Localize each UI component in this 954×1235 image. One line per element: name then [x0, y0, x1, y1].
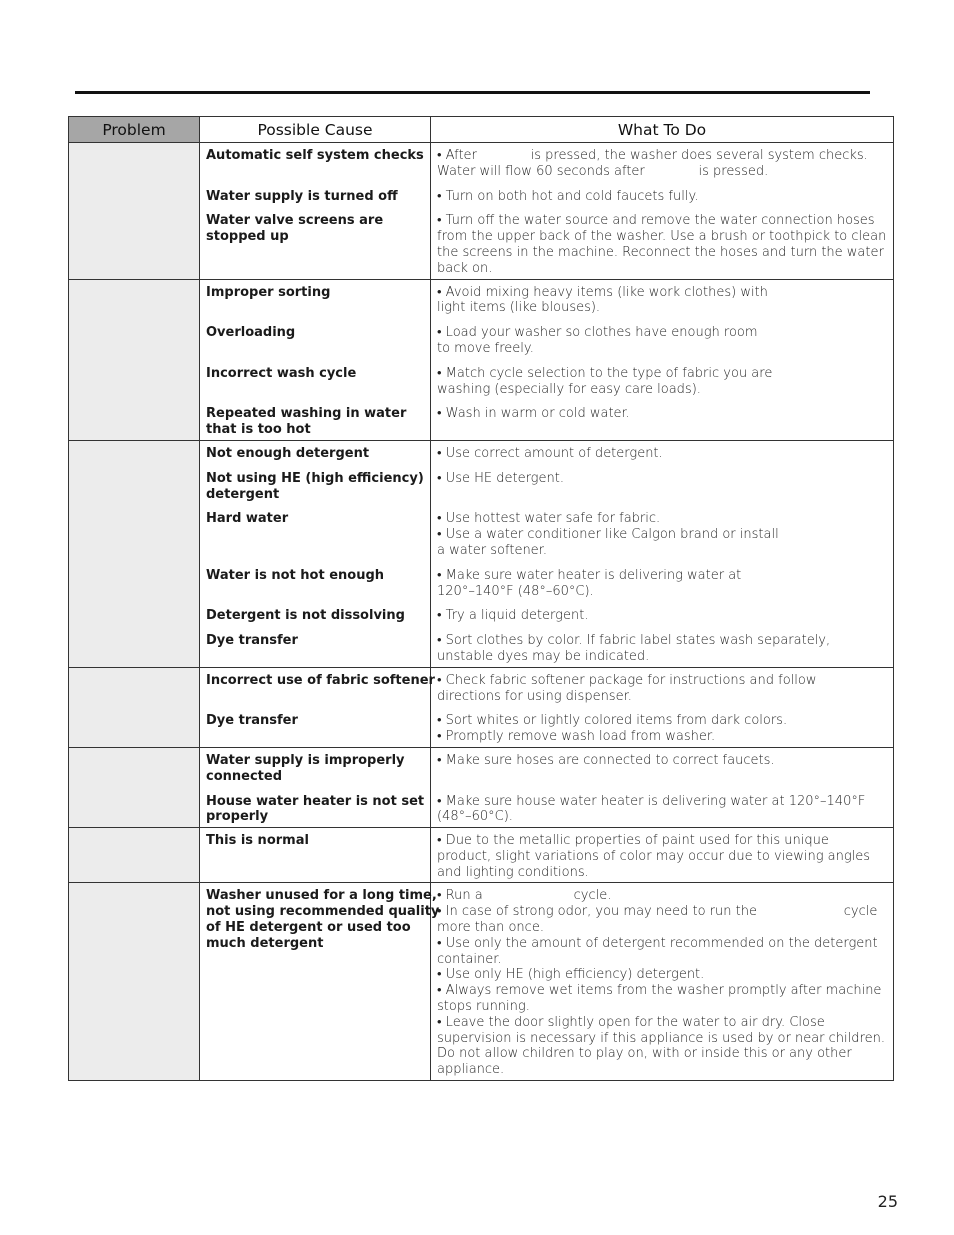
- todo-line: container.: [437, 951, 502, 967]
- todo-line: • Make sure hoses are connected to correct faucets.: [437, 752, 775, 768]
- cause-line: [206, 689, 425, 705]
- cause-line: [206, 300, 425, 316]
- cause-line: [206, 527, 425, 543]
- todo-line: [437, 422, 888, 438]
- cause-cell: [200, 440, 431, 667]
- table-row: [69, 440, 894, 667]
- todo-line: to move freely.: [437, 340, 534, 356]
- todo-line: stops running.: [437, 999, 530, 1015]
- possible-cause: [206, 189, 425, 205]
- page-number: 25: [877, 1192, 898, 1211]
- cause-line: [206, 543, 425, 559]
- todo-line: • Sort clothes by color. If fabric label states wash separately,: [437, 633, 831, 649]
- cause-line: [206, 261, 425, 277]
- problem-cell: [69, 279, 200, 440]
- todo-line: product, slight variations of color may occur due to viewing angles: [437, 848, 871, 864]
- problem-cell: [69, 667, 200, 747]
- what-to-do: [437, 608, 888, 624]
- troubleshooting-table: [68, 116, 894, 1081]
- table-row: [69, 828, 894, 883]
- todo-line: • Match cycle selection to the type of fabric you are: [437, 365, 773, 381]
- what-to-do-cell: [431, 143, 894, 280]
- cause-line: Repeated washing in water: [206, 406, 407, 422]
- what-to-do-cell: [431, 883, 894, 1081]
- what-to-do: [437, 568, 888, 600]
- what-to-do: [437, 888, 888, 1078]
- todo-line: • Use HE detergent.: [437, 470, 564, 486]
- header-problem: Problem: [69, 117, 200, 143]
- table-row: [69, 747, 894, 827]
- todo-line: • Due to the metallic properties of paint used for this unique: [437, 833, 829, 849]
- possible-cause: [206, 325, 425, 357]
- cause-line: Not using HE (high efficiency): [206, 470, 424, 486]
- cause-cell: [200, 883, 440, 1081]
- what-to-do-cell: [431, 440, 894, 667]
- todo-line: • Load your washer so clothes have enough room: [437, 325, 758, 341]
- cause-line: Water supply is turned off: [206, 188, 398, 204]
- todo-line: • After is pressed, the washer does several system checks.: [437, 148, 868, 163]
- possible-cause: [206, 471, 425, 503]
- what-to-do: [437, 148, 888, 180]
- cause-line: Improper sorting: [206, 284, 331, 300]
- what-to-do-cell: [431, 279, 894, 440]
- cause-line: connected: [206, 768, 283, 784]
- todo-line: more than once.: [437, 920, 544, 936]
- todo-line: • Use correct amount of detergent.: [437, 445, 663, 461]
- problem-cell: [69, 143, 200, 280]
- cause-line: [206, 865, 425, 881]
- cause-line: Dye transfer: [206, 633, 298, 649]
- cause-line: Overloading: [206, 325, 296, 341]
- possible-cause: [206, 753, 425, 785]
- what-to-do: [437, 713, 888, 745]
- possible-cause: [206, 148, 425, 180]
- cause-line: not using recommended quality: [206, 904, 440, 920]
- table-row: [69, 883, 894, 1081]
- cause-line: that is too hot: [206, 422, 311, 438]
- cause-line: House water heater is not set: [206, 793, 425, 809]
- problem-cell: [69, 747, 200, 827]
- todo-line: • Use only the amount of detergent recommended on the detergent: [437, 935, 878, 951]
- cause-line: [206, 341, 425, 357]
- what-to-do: [437, 633, 888, 665]
- what-to-do: [437, 189, 888, 205]
- what-to-do-cell: [431, 828, 894, 883]
- todo-line: appliance.: [437, 1062, 505, 1078]
- what-to-do-cell: [431, 667, 894, 747]
- cause-line: [206, 382, 425, 398]
- todo-line: [437, 769, 888, 785]
- cause-line: detergent: [206, 486, 280, 502]
- todo-line: • Avoid mixing heavy items (like work clothes) with: [437, 284, 768, 300]
- what-to-do: [437, 471, 888, 503]
- what-to-do: [437, 794, 888, 826]
- possible-cause: [206, 794, 425, 826]
- table-row: [69, 279, 894, 440]
- problem-cell: [69, 440, 200, 667]
- cause-line: Automatic self system checks: [206, 148, 424, 163]
- todo-line: • Check fabric softener package for instructions and follow: [437, 672, 817, 688]
- cause-line: much detergent: [206, 935, 324, 951]
- todo-line: washing (especially for easy care loads).: [437, 381, 701, 397]
- cause-line: [206, 1046, 425, 1062]
- todo-line: • Leave the door slightly open for the water to air dry. Close: [437, 1014, 825, 1030]
- header-what-to-do: What To Do: [431, 117, 894, 143]
- todo-line: • Try a liquid detergent.: [437, 608, 589, 624]
- cause-line: [206, 649, 425, 665]
- possible-cause: [206, 366, 425, 398]
- cause-cell: [200, 828, 431, 883]
- cause-line: [206, 729, 425, 745]
- cause-line: [206, 1031, 425, 1047]
- what-to-do: [437, 511, 888, 558]
- cause-line: [206, 164, 425, 180]
- cause-line: Water valve screens are: [206, 213, 384, 229]
- what-to-do: [437, 446, 888, 462]
- what-to-do: [437, 325, 888, 357]
- cause-line: [206, 999, 425, 1015]
- what-to-do: [437, 753, 888, 785]
- cause-line: Hard water: [206, 511, 289, 527]
- table-row: [69, 143, 894, 280]
- todo-line: 120°–140°F (48°–60°C).: [437, 583, 594, 599]
- cause-line: Detergent is not dissolving: [206, 608, 405, 624]
- cause-line: [206, 245, 425, 261]
- cause-line: stopped up: [206, 229, 289, 245]
- cause-line: [206, 1015, 425, 1031]
- possible-cause: [206, 833, 425, 880]
- possible-cause: [206, 406, 425, 438]
- cause-line: [206, 849, 425, 865]
- todo-line: and lighting conditions.: [437, 864, 589, 880]
- todo-line: • Make sure house water heater is delivering water at 120°–140°F: [437, 793, 866, 809]
- cause-line: Washer unused for a long time,: [206, 888, 437, 904]
- todo-line: • Use hottest water safe for fabric.: [437, 511, 661, 527]
- possible-cause: [206, 446, 425, 462]
- todo-line: • Promptly remove wash load from washer.: [437, 729, 716, 745]
- cause-line: Incorrect use of fabric softener: [206, 672, 435, 688]
- todo-line: • Use only HE (high efficiency) detergent.: [437, 967, 705, 983]
- cause-line: [206, 1062, 425, 1078]
- what-to-do: [437, 366, 888, 398]
- todo-line: from the upper back of the washer. Use a brush or toothpick to clean: [437, 229, 887, 245]
- cause-cell: [200, 143, 431, 280]
- what-to-do: [437, 213, 888, 276]
- possible-cause: [206, 672, 435, 705]
- todo-line: • Turn on both hot and cold faucets fully.: [437, 188, 699, 204]
- possible-cause: [206, 888, 440, 1078]
- what-to-do: [437, 285, 888, 317]
- table-row: [69, 667, 894, 747]
- cause-line: [206, 983, 425, 999]
- problem-cell: [69, 828, 200, 883]
- what-to-do: [437, 833, 888, 880]
- todo-line: the screens in the machine. Reconnect the hoses and turn the water: [437, 244, 884, 260]
- todo-line: • Wash in warm or cold water.: [437, 406, 630, 422]
- todo-line: directions for using dispenser.: [437, 688, 632, 704]
- todo-line: • In case of strong odor, you may need to run the cycle: [437, 904, 878, 920]
- todo-line: back on.: [437, 260, 493, 276]
- table-header-row: [69, 117, 894, 143]
- todo-line: a water softener.: [437, 542, 547, 558]
- todo-line: • Make sure water heater is delivering water at: [437, 567, 742, 583]
- todo-line: Do not allow children to play on, with or inside this or any other: [437, 1046, 852, 1062]
- what-to-do: [437, 673, 888, 705]
- todo-line: • Turn off the water source and remove the water connection hoses: [437, 213, 875, 229]
- cause-line: [206, 967, 425, 983]
- cause-cell: [200, 279, 431, 440]
- possible-cause: [206, 213, 425, 276]
- cause-line: This is normal: [206, 833, 309, 849]
- possible-cause: [206, 511, 425, 558]
- todo-line: • Always remove wet items from the washer promptly after machine: [437, 983, 882, 999]
- todo-line: light items (like blouses).: [437, 300, 601, 316]
- cause-cell: [200, 747, 431, 827]
- cause-line: Water supply is improperly: [206, 752, 405, 768]
- cause-line: Not enough detergent: [206, 445, 370, 461]
- todo-line: • Sort whites or lightly colored items from dark colors.: [437, 713, 788, 729]
- cause-cell: [200, 667, 435, 747]
- todo-line: Water will flow 60 seconds after is pressed.: [437, 163, 769, 179]
- cause-line: Water is not hot enough: [206, 567, 385, 583]
- todo-line: • Run a cycle.: [437, 888, 612, 904]
- cause-line: properly: [206, 809, 269, 825]
- todo-line: • Use a water conditioner like Calgon brand or install: [437, 527, 779, 543]
- header-possible-cause: Possible Cause: [200, 117, 431, 143]
- cause-line: Incorrect wash cycle: [206, 365, 357, 381]
- top-rule: [75, 91, 870, 94]
- possible-cause: [206, 568, 425, 600]
- what-to-do-cell: [431, 747, 894, 827]
- cause-line: [206, 952, 425, 968]
- todo-line: [437, 487, 888, 503]
- possible-cause: [206, 633, 425, 665]
- possible-cause: [206, 608, 425, 624]
- cause-line: of HE detergent or used too: [206, 920, 411, 936]
- possible-cause: [206, 285, 425, 317]
- problem-cell: [69, 883, 200, 1081]
- what-to-do: [437, 406, 888, 438]
- cause-line: Dye transfer: [206, 713, 298, 729]
- todo-line: supervision is necessary if this appliance is used by or near children.: [437, 1030, 885, 1046]
- todo-line: unstable dyes may be indicated.: [437, 648, 650, 664]
- possible-cause: [206, 713, 425, 745]
- todo-line: (48°–60°C).: [437, 809, 513, 825]
- cause-line: [206, 584, 425, 600]
